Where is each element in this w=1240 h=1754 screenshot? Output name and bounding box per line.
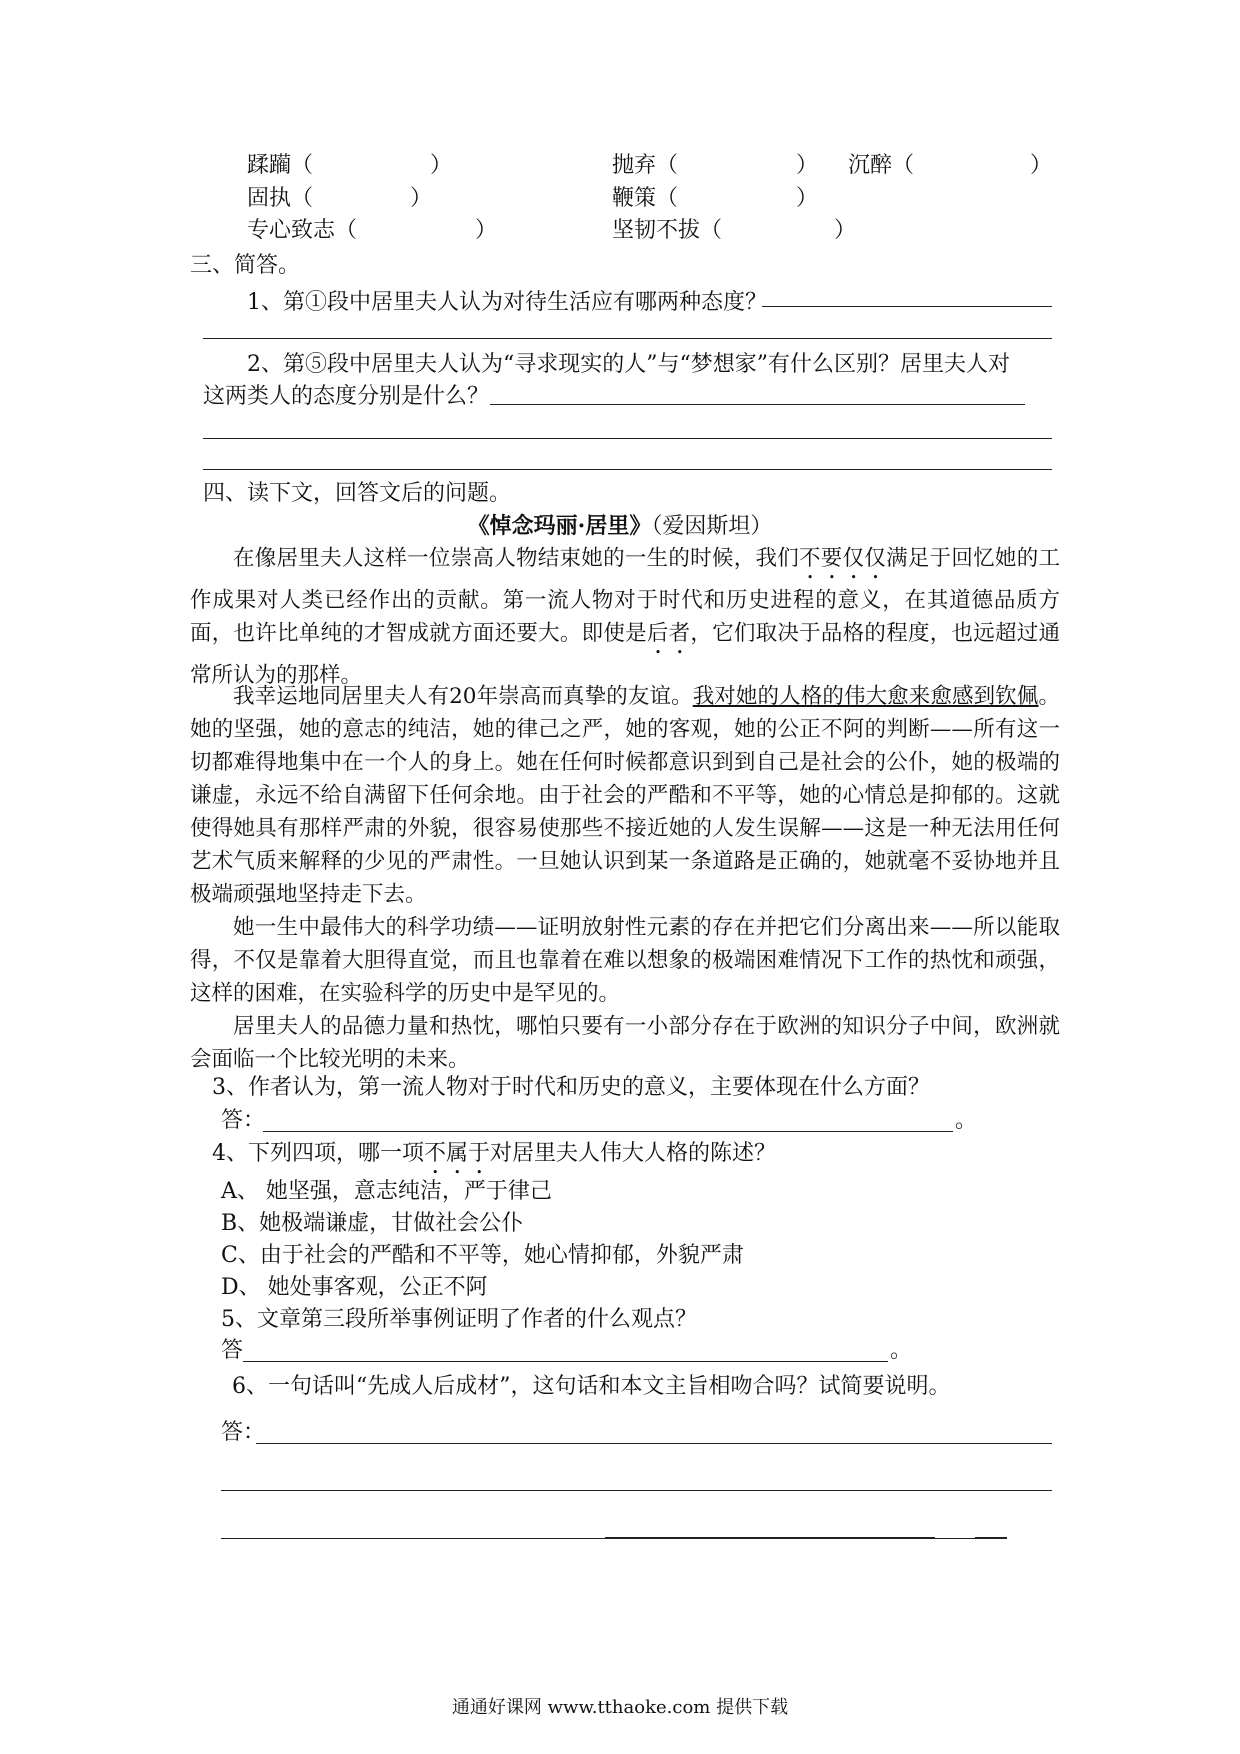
vocab-close: ） [430,153,453,178]
vocab-item: 沉醉（ [848,153,915,178]
vocab-close: ） [796,186,819,211]
vocab-close: ） [796,153,819,178]
section-heading: 四、读下文，回答文后的问题。 [203,481,512,506]
answer-line[interactable] [203,438,1052,439]
section-heading: 三、简答。 [190,253,301,278]
answer-line[interactable] [762,306,1052,307]
vocab-close: ） [834,218,857,243]
question-4: 4、下列四项，哪一项不属于对居里夫人伟大人格的陈述？ [212,1141,777,1166]
answer-line[interactable] [263,1131,953,1132]
question-1: 1、第①段中居里夫人认为对待生活应有哪两种态度？ [247,290,767,315]
answer-line[interactable] [203,469,1052,470]
option-a[interactable]: A、 她坚强，意志纯洁，严于律己 [221,1179,552,1204]
paragraph-2: 我幸运地同居里夫人有20年崇高而真挚的友谊。我对她的人格的伟大愈来愈感到钦佩。她的坚强，她的意志的纯洁，她的律己之严，她的客观，她的公正不阿的判断——所有这一切都难得地集中在一个人的身上。她在任何时候都意识到到自己是社会的公仆，她的极端的谦虚，永远不给自满留下任何余地。由于社会的严酷和不平等，她的心情总是抑郁的。这就使得她具有那样严肃的外貌，很容易使那些不接近她的人发生误解——这是一种无法用任何艺术气质来解释的少见的严肃性。一旦她认识到某一条道路是正确的，她就毫不妥协地并且极端顽强地坚持走下去。 [190,684,1060,907]
vocab-item: 抛弃（ [612,153,679,178]
paragraph-3: 她一生中最伟大的科学功绩——证明放射性元素的存在并把它们分离出来——所以能取得，不仅是靠着大胆得直觉，而且也靠着在难以想象的极端困难情况下工作的热忱和顽强，这样的困难，在实验科学的历史中是罕见的。 [190,915,1060,1006]
question-3: 3、作者认为，第一流人物对于时代和历史的意义，主要体现在什么方面？ [212,1075,930,1100]
answer-line[interactable] [203,338,1052,339]
vocab-item: 固执（ [247,186,314,211]
vocab-item: 蹂躏（ [247,153,314,178]
answer-end: 。 [955,1108,978,1133]
option-b[interactable]: B、她极端谦虚，甘做社会公仆 [221,1211,524,1236]
underlined-sentence: 我对她的人格的伟大愈来愈感到钦佩 [692,684,1039,709]
answer-line[interactable] [243,1361,888,1362]
question-2: 2、第⑤段中居里夫人认为“寻求现实的人”与“梦想家”有什么区别？居里夫人对 [247,352,1010,377]
vocab-close: ） [1030,153,1053,178]
vocab-item: 专心致志（ [247,218,358,243]
article-author: （爱因斯坦） [651,514,773,539]
paragraph-4: 居里夫人的品德力量和热忱，哪怕只要有一小部分存在于欧洲的知识分子中间，欧洲就会面临一个比较光明的未来。 [190,1014,1060,1072]
answer-label: 答 [221,1338,244,1363]
vocab-close: ） [410,186,433,211]
question-6: 6、一句话叫“先成人后成材”，这句话和本文主旨相吻合吗？试简要说明。 [232,1374,951,1399]
answer-line[interactable] [490,404,1025,405]
answer-label: 答： [221,1420,266,1445]
vocab-close: ） [475,218,498,243]
question-2-cont: 这两类人的态度分别是什么？ [203,384,490,409]
question-5: 5、文章第三段所举事例证明了作者的什么观点？ [221,1307,697,1332]
answer-line[interactable] [256,1443,1052,1444]
article-title: 《悼念玛丽·居里》（爱因斯坦） [467,513,773,539]
vocab-item: 坚韧不拔（ [612,218,723,243]
answer-label: 答： [221,1108,266,1133]
option-c[interactable]: C、由于社会的严酷和不平等，她心情抑郁，外貌严肃 [221,1243,744,1268]
vocab-item: 鞭策（ [612,186,679,211]
paragraph-1: 在像居里夫人这样一位崇高人物结束她的一生的时候，我们不要仅仅满足于回忆她的工作成果对人类已经作出的贡献。第一流人物对于时代和历史进程的意义，在其道德品质方面，也许比单纯的才智成就方面还要大。即使是后者，它们取决于品格的程度，也远超过通常所认为的那样。 [190,546,1060,688]
answer-line-bold [605,1537,935,1539]
option-d[interactable]: D、 她处事客观，公正不阿 [221,1275,488,1300]
answer-line[interactable] [221,1490,1052,1491]
answer-end: 。 [890,1338,913,1363]
footer-credit: 通通好课网 www.tthaoke.com 提供下载 [451,1697,789,1718]
answer-line-bold [975,1537,1007,1539]
